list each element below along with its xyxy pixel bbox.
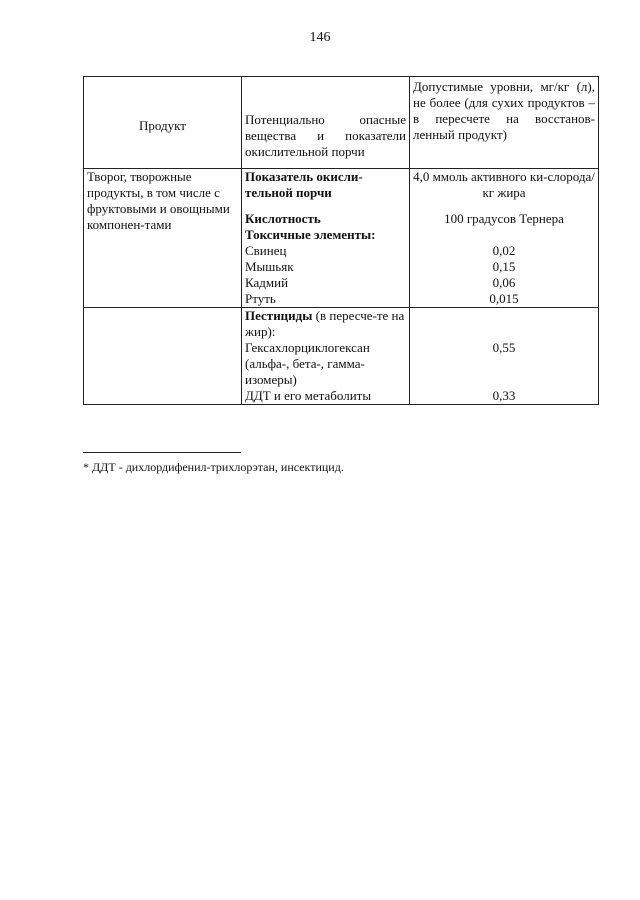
acidity-value: 100 градусов Тернера [444,211,564,226]
table-header-row [84,77,599,169]
pesticides-label: Пестициды [245,308,313,323]
lead-label: Свинец [245,243,287,258]
oxidation-value: 4,0 ммоль активного ки-слорода/кг жира [413,169,595,200]
footnote: * ДДТ - дихлордифенил-трихлорэтан, инсектицид. [83,460,344,474]
ddt-value: 0,33 [492,388,516,403]
table-row [84,169,599,308]
header-levels: Допустимые уровни, мг/кг (л), не более (для сухих продуктов – в пересчете на восстанов-ленный продукт) [410,77,599,169]
page-number: 146 [309,30,331,45]
mercury-label: Ртуть [245,291,276,306]
hch-value: 0,55 [492,340,516,355]
product-cell-empty [84,308,242,405]
toxic-elements-label: Токсичные элементы: [245,227,376,242]
pesticides-note: (в пересче-те на жир): [245,308,405,339]
arsenic-value: 0,15 [492,259,516,274]
pesticides-cell [242,308,410,405]
value-cell [410,169,599,308]
norms-table [83,76,599,405]
header-substances: Потенциально опасные вещества и показатели окислительной порчи [242,77,410,169]
acidity-label: Кислотность [245,211,321,226]
ddt-label: ДДТ и его метаболиты [245,388,372,403]
pesticides-values-cell [410,308,599,405]
header-product: Продукт [84,77,242,169]
arsenic-label: Мышьяк [245,259,294,274]
cadmium-value: 0,06 [492,275,516,290]
product-cell: Творог, творожные продукты, в том числе с фруктовыми и овощными компонен-тами [84,169,242,308]
lead-value: 0,02 [492,243,516,258]
footnote-divider [83,452,241,453]
mercury-value: 0,015 [489,291,519,306]
oxidation-label: Показатель окисли-тельной порчи [245,169,363,200]
substance-cell [242,169,410,308]
cadmium-label: Кадмий [245,275,289,290]
table-row [84,308,599,405]
hch-label: Гексахлорциклогексан (альфа-, бета-, гамма-изомеры) [245,340,370,387]
